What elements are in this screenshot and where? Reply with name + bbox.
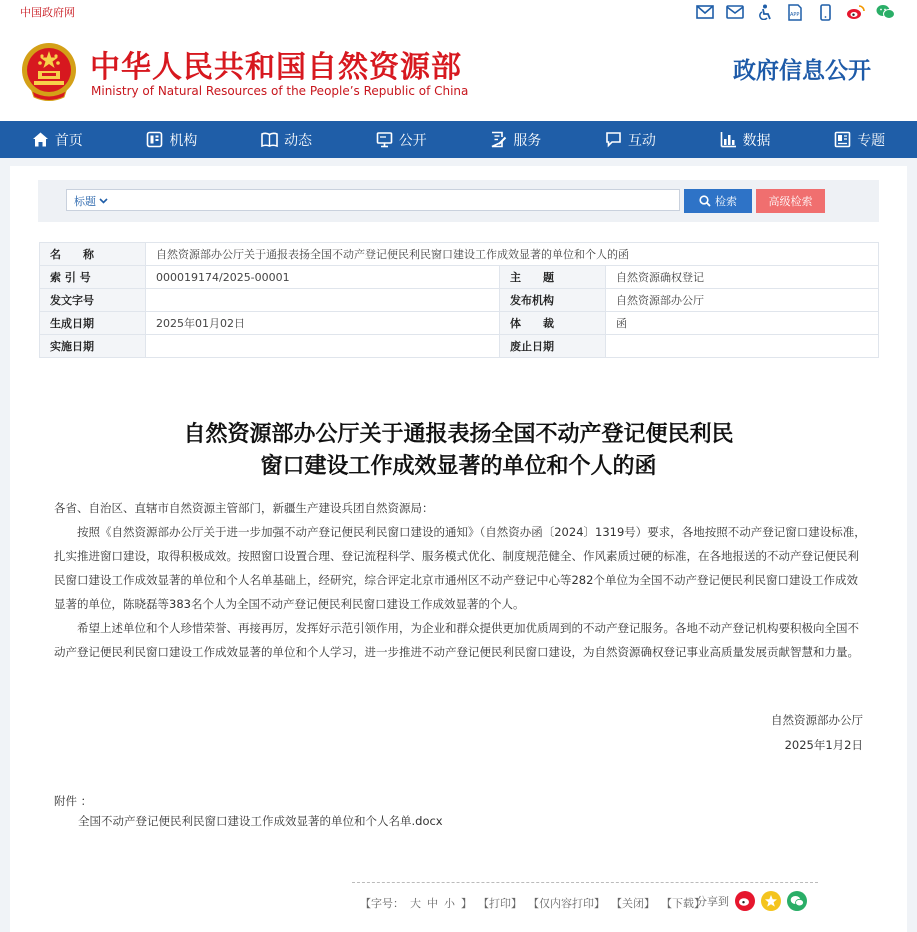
search-icon (699, 195, 711, 207)
close-button[interactable]: 【关闭】 (611, 897, 655, 910)
fontsize-small-button[interactable]: 小 (444, 897, 455, 910)
org-icon (146, 131, 163, 148)
meta-topic-value: 自然资源确权登记 (606, 266, 879, 289)
chevron-down-icon (99, 198, 108, 204)
attachment-label: 附件 ： (54, 794, 93, 808)
news-icon (261, 131, 278, 148)
print-button[interactable]: 【打印】 (478, 897, 522, 910)
doc-paragraph-2: 希望上述单位和个人珍惜荣誉、再接再厉，发挥好示范引领作用，为企业和群众提供更加优质周到的不动产登记服务。各地不动产登记机构要积极向全国不动产登记便民利民窗口建设工作成效显著的单位和个人学习，进一步推进不动产登记便民利民窗口建设，为自然资源确权登记事业高质量发展贡献智慧和力量。 (54, 621, 859, 659)
search-input[interactable] (66, 189, 680, 211)
meta-publisher-label: 发布机构 (500, 289, 606, 312)
meta-abolish-label: 废止日期 (500, 335, 606, 358)
nav-item-label: 动态 (284, 132, 313, 149)
meta-docno-label: 发文字号 (40, 289, 146, 312)
topic-icon (834, 131, 851, 148)
meta-name-value: 自然资源部办公厅关于通报表扬全国不动产登记便民利民窗口建设工作成效显著的单位和个人的函 (146, 243, 879, 266)
table-row (40, 335, 879, 358)
public-icon (376, 131, 393, 148)
wechat-icon[interactable] (875, 3, 895, 21)
attachment-link[interactable]: 全国不动产登记便民利民窗口建设工作成效显著的单位和个人名单.docx (78, 814, 443, 828)
doc-title (0, 419, 917, 483)
doc-sign-org: 自然资源部办公厅 (771, 713, 863, 727)
accessibility-icon[interactable] (755, 3, 775, 21)
search-field-select[interactable] (74, 193, 108, 209)
meta-date-value: 2025年01月02日 (146, 312, 500, 335)
search-field-label: 标题 (74, 195, 96, 208)
share-wechat-icon[interactable] (787, 891, 807, 911)
download-button[interactable]: 【下载】 (661, 897, 705, 910)
meta-name-label: 名 称 (40, 243, 146, 266)
national-emblem-icon (20, 41, 78, 103)
share-bar (696, 891, 807, 911)
top-icons (695, 3, 895, 21)
meta-topic-label: 主 题 (500, 266, 606, 289)
doc-sign-date: 2025年1月2日 (784, 738, 863, 752)
meta-impl-label: 实施日期 (40, 335, 146, 358)
fontsize-medium-button[interactable]: 中 (427, 897, 438, 910)
fontsize-large-button[interactable]: 大 (410, 897, 421, 910)
gov-portal-link[interactable]: 中国政府网 (20, 6, 75, 19)
nav-item-label: 机构 (169, 132, 198, 149)
print-content-button[interactable]: 【仅内容打印】 (528, 897, 605, 910)
chat-icon (605, 131, 622, 148)
meta-abolish-value (606, 335, 879, 358)
table-row (40, 243, 879, 266)
email-icon[interactable] (725, 3, 745, 21)
doc-body (54, 496, 866, 664)
doc-title-line-1: 自然资源部办公厅关于通报表扬全国不动产登记便民利民 (183, 422, 734, 447)
fontsize-label: 【字号： (360, 897, 404, 910)
meta-index-label: 索 引 号 (40, 266, 146, 289)
table-row (40, 289, 879, 312)
share-label: 分享到 (696, 895, 729, 908)
chart-icon (720, 131, 737, 148)
meta-genre-label: 体 裁 (500, 312, 606, 335)
nav-item-data[interactable] (688, 121, 803, 158)
meta-docno-value (146, 289, 500, 312)
doc-salutation: 各省、自治区、直辖市自然资源主管部门，新疆生产建设兵团自然资源局： (54, 501, 434, 515)
page-tools (360, 895, 705, 911)
app-icon[interactable] (785, 3, 805, 21)
main-nav (0, 121, 917, 158)
nav-item-public[interactable] (344, 121, 459, 158)
doc-meta-table (39, 242, 879, 358)
search-button-label: 检索 (715, 196, 737, 208)
share-qzone-icon[interactable] (761, 891, 781, 911)
site-subtitle: Ministry of Natural Resources of the People’s Republic of China (91, 84, 469, 98)
footer-divider (352, 882, 818, 883)
nav-item-org[interactable] (115, 121, 230, 158)
nav-item-interact[interactable] (573, 121, 688, 158)
nav-item-news[interactable] (229, 121, 344, 158)
nav-item-label: 互动 (627, 132, 656, 149)
table-row (40, 312, 879, 335)
meta-impl-value (146, 335, 500, 358)
nav-item-home[interactable] (0, 121, 115, 158)
meta-genre-value: 函 (606, 312, 879, 335)
info-disclosure-title[interactable]: 政府信息公开 (733, 58, 871, 84)
nav-item-label: 数据 (742, 132, 771, 149)
top-bar (0, 0, 917, 24)
doc-paragraph-1: 按照《自然资源部办公厅关于进一步加强不动产登记便民利民窗口建设的通知》（自然资办函〔2024〕1319号）要求，各地按照不动产登记窗口建设标准，扎实推进窗口建设，取得积极成效。按照窗口设置合理、登记流程科学、服务模式优化、制度规范健全、作风素质过硬的标准，在各地报送的不动产登记便民利民窗口建设工作成效显著的单位和个人名单基础上，经研究，综合评定北京市通州区不动产登记中心等282个单位为全国不动产登记便民利民窗口建设工作成效显著的单位，陈晓磊等383名个人为全国不动产登记便民利民窗口建设工作成效显著的个人。 (54, 525, 866, 611)
nav-item-label: 专题 (857, 132, 886, 149)
nav-item-label: 服务 (513, 132, 542, 149)
meta-date-label: 生成日期 (40, 312, 146, 335)
doc-title-line-2: 窗口建设工作成效显著的单位和个人的函 (260, 454, 657, 479)
service-icon (490, 131, 507, 148)
meta-publisher-value: 自然资源部办公厅 (606, 289, 879, 312)
site-header (0, 24, 917, 121)
svg-text:APP: APP (790, 11, 800, 18)
table-row (40, 266, 879, 289)
nav-item-service[interactable] (459, 121, 574, 158)
share-weibo-icon[interactable] (735, 891, 755, 911)
nav-item-label: 公开 (398, 132, 427, 149)
mobile-icon[interactable] (815, 3, 835, 21)
home-icon (32, 131, 49, 148)
fontsize-end: 】 (461, 897, 472, 910)
nav-item-topic[interactable] (802, 121, 917, 158)
search-button[interactable] (684, 189, 752, 213)
mail-icon[interactable] (695, 3, 715, 21)
site-title: 中华人民共和国自然资源部 (90, 50, 462, 85)
advanced-search-button[interactable]: 高级检索 (756, 189, 825, 213)
nav-item-label: 首页 (54, 132, 83, 149)
meta-index-value: 000019174/2025-00001 (146, 266, 500, 289)
weibo-icon[interactable] (845, 3, 865, 21)
